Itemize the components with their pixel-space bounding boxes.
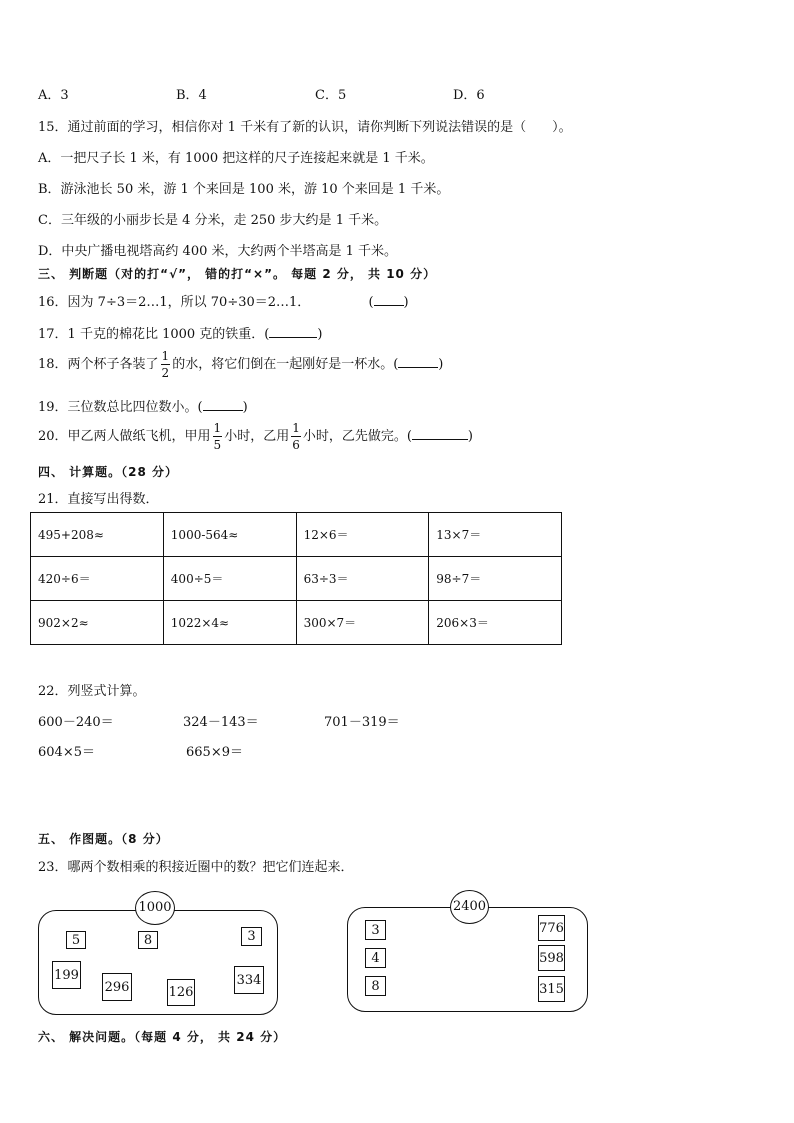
q20-answer-blank[interactable]	[412, 427, 468, 440]
q19-close-paren: )	[242, 400, 248, 415]
q18-frac-num: 1	[161, 349, 170, 363]
vertical-calc-5: 665×9＝	[186, 745, 243, 760]
q20-text-c: 小时，乙先做完。(	[302, 429, 412, 444]
q20-frac2-num: 1	[292, 421, 300, 435]
number-box[interactable]: 3	[365, 920, 386, 940]
table-row	[31, 557, 562, 601]
number-box[interactable]: 296	[102, 973, 132, 1001]
q18-close-paren: )	[438, 357, 444, 372]
table-row	[31, 601, 562, 645]
q16-answer-blank[interactable]	[374, 293, 404, 306]
table-cell: 495+208≈	[31, 513, 164, 557]
q14-option-d: D．6	[453, 88, 485, 103]
q15-option-a: A．一把尺子长 1 米，有 1000 把这样的尺子连接起来就是 1 千米。	[38, 151, 434, 166]
number-box[interactable]: 199	[52, 961, 81, 989]
q15-option-d: D．中央广播电视塔高约 400 米，大约两个半塔高是 1 千米。	[38, 244, 398, 259]
table-cell: 1022×4≈	[163, 601, 296, 645]
q19-answer-blank[interactable]	[203, 398, 243, 411]
q16-open-paren: (	[368, 295, 374, 310]
q16-text: 16．因为 7÷3＝2…1，所以 70÷30＝2…1．	[38, 295, 311, 310]
vertical-calc-1: 600－240＝	[38, 715, 114, 730]
section6-title: 六、 解决问题。（每题 4 分， 共 24 分）	[38, 1030, 287, 1044]
table-cell: 400÷5＝	[163, 557, 296, 601]
q20-close-paren: )	[467, 429, 473, 444]
q20-frac2-den: 6	[292, 438, 300, 452]
number-box[interactable]: 315	[538, 976, 565, 1002]
vertical-calc-3: 701－319＝	[324, 715, 400, 730]
q18-text-after: 的水，将它们倒在一起刚好是一杯水。(	[172, 357, 399, 372]
q20	[38, 422, 473, 451]
q15-option-c: C．三年级的小丽步长是 4 分米，走 250 步大约是 1 千米。	[38, 213, 388, 228]
table-cell: 300×7＝	[296, 601, 429, 645]
q23-stem: 23．哪两个数相乘的积接近圈中的数？把它们连起来．	[38, 860, 354, 875]
q20-text-b: 小时，乙用	[224, 429, 290, 444]
q17	[38, 323, 322, 342]
q17-close-paren: )	[317, 327, 323, 342]
q20-fraction-1	[213, 422, 223, 451]
q16	[38, 291, 409, 310]
table-cell: 902×2≈	[31, 601, 164, 645]
section3-title: 三、 判断题（对的打“√”， 错的打“×”。 每题 2 分， 共 10 分）	[38, 267, 437, 281]
q22-stem: 22．列竖式计算。	[38, 684, 146, 699]
q14-option-b: B．4	[176, 88, 207, 103]
number-box[interactable]: 334	[234, 966, 264, 994]
q20-text-a: 20．甲乙两人做纸飞机，甲用	[38, 429, 211, 444]
left-target-circle: 1000	[135, 891, 175, 925]
number-box[interactable]: 8	[365, 976, 386, 996]
q15-stem: 15．通过前面的学习，相信你对 1 千米有了新的认识，请你判断下列说法错误的是（ ）。	[38, 120, 572, 135]
q16-close-paren: )	[403, 295, 409, 310]
table-cell: 1000-564≈	[163, 513, 296, 557]
section4-title: 四、 计算题。（28 分）	[38, 465, 179, 479]
q17-answer-blank[interactable]	[269, 325, 317, 338]
q18	[38, 350, 443, 379]
table-cell: 12×6＝	[296, 513, 429, 557]
table-row	[31, 513, 562, 557]
q14-option-a: A．3	[38, 88, 69, 103]
q20-fraction-2	[291, 422, 301, 451]
q20-frac1-den: 5	[213, 438, 222, 452]
right-target-circle: 2400	[450, 890, 489, 924]
number-box[interactable]: 776	[538, 915, 565, 941]
mental-math-table	[30, 512, 562, 645]
number-box[interactable]: 598	[538, 945, 565, 971]
table-cell: 206×3＝	[429, 601, 562, 645]
q20-frac1-num: 1	[213, 421, 222, 435]
vertical-calc-4: 604×5＝	[38, 745, 95, 760]
section5-title: 五、 作图题。（8 分）	[38, 832, 169, 846]
number-box[interactable]: 5	[66, 931, 86, 949]
table-cell: 420÷6＝	[31, 557, 164, 601]
q14-option-c: C．5	[315, 88, 347, 103]
number-box[interactable]: 3	[241, 927, 262, 946]
q17-text: 17．1 千克的棉花比 1000 克的铁重．(	[38, 327, 270, 342]
number-box[interactable]: 8	[138, 931, 158, 949]
number-box[interactable]: 126	[167, 979, 195, 1006]
table-cell: 98÷7＝	[429, 557, 562, 601]
table-cell: 63÷3＝	[296, 557, 429, 601]
table-cell: 13×7＝	[429, 513, 562, 557]
q21-stem: 21．直接写出得数．	[38, 492, 159, 507]
q19-text: 19．三位数总比四位数小。(	[38, 400, 203, 415]
q15-option-b: B．游泳池长 50 米，游 1 个来回是 100 米，游 10 个来回是 1 千米。	[38, 182, 450, 197]
q18-fraction	[161, 350, 171, 379]
q18-text-before: 18．两个杯子各装了	[38, 357, 159, 372]
q18-answer-blank[interactable]	[398, 355, 438, 368]
q18-frac-den: 2	[161, 366, 170, 380]
vertical-calc-2: 324－143＝	[183, 715, 259, 730]
q19	[38, 396, 248, 415]
number-box[interactable]: 4	[365, 948, 386, 968]
